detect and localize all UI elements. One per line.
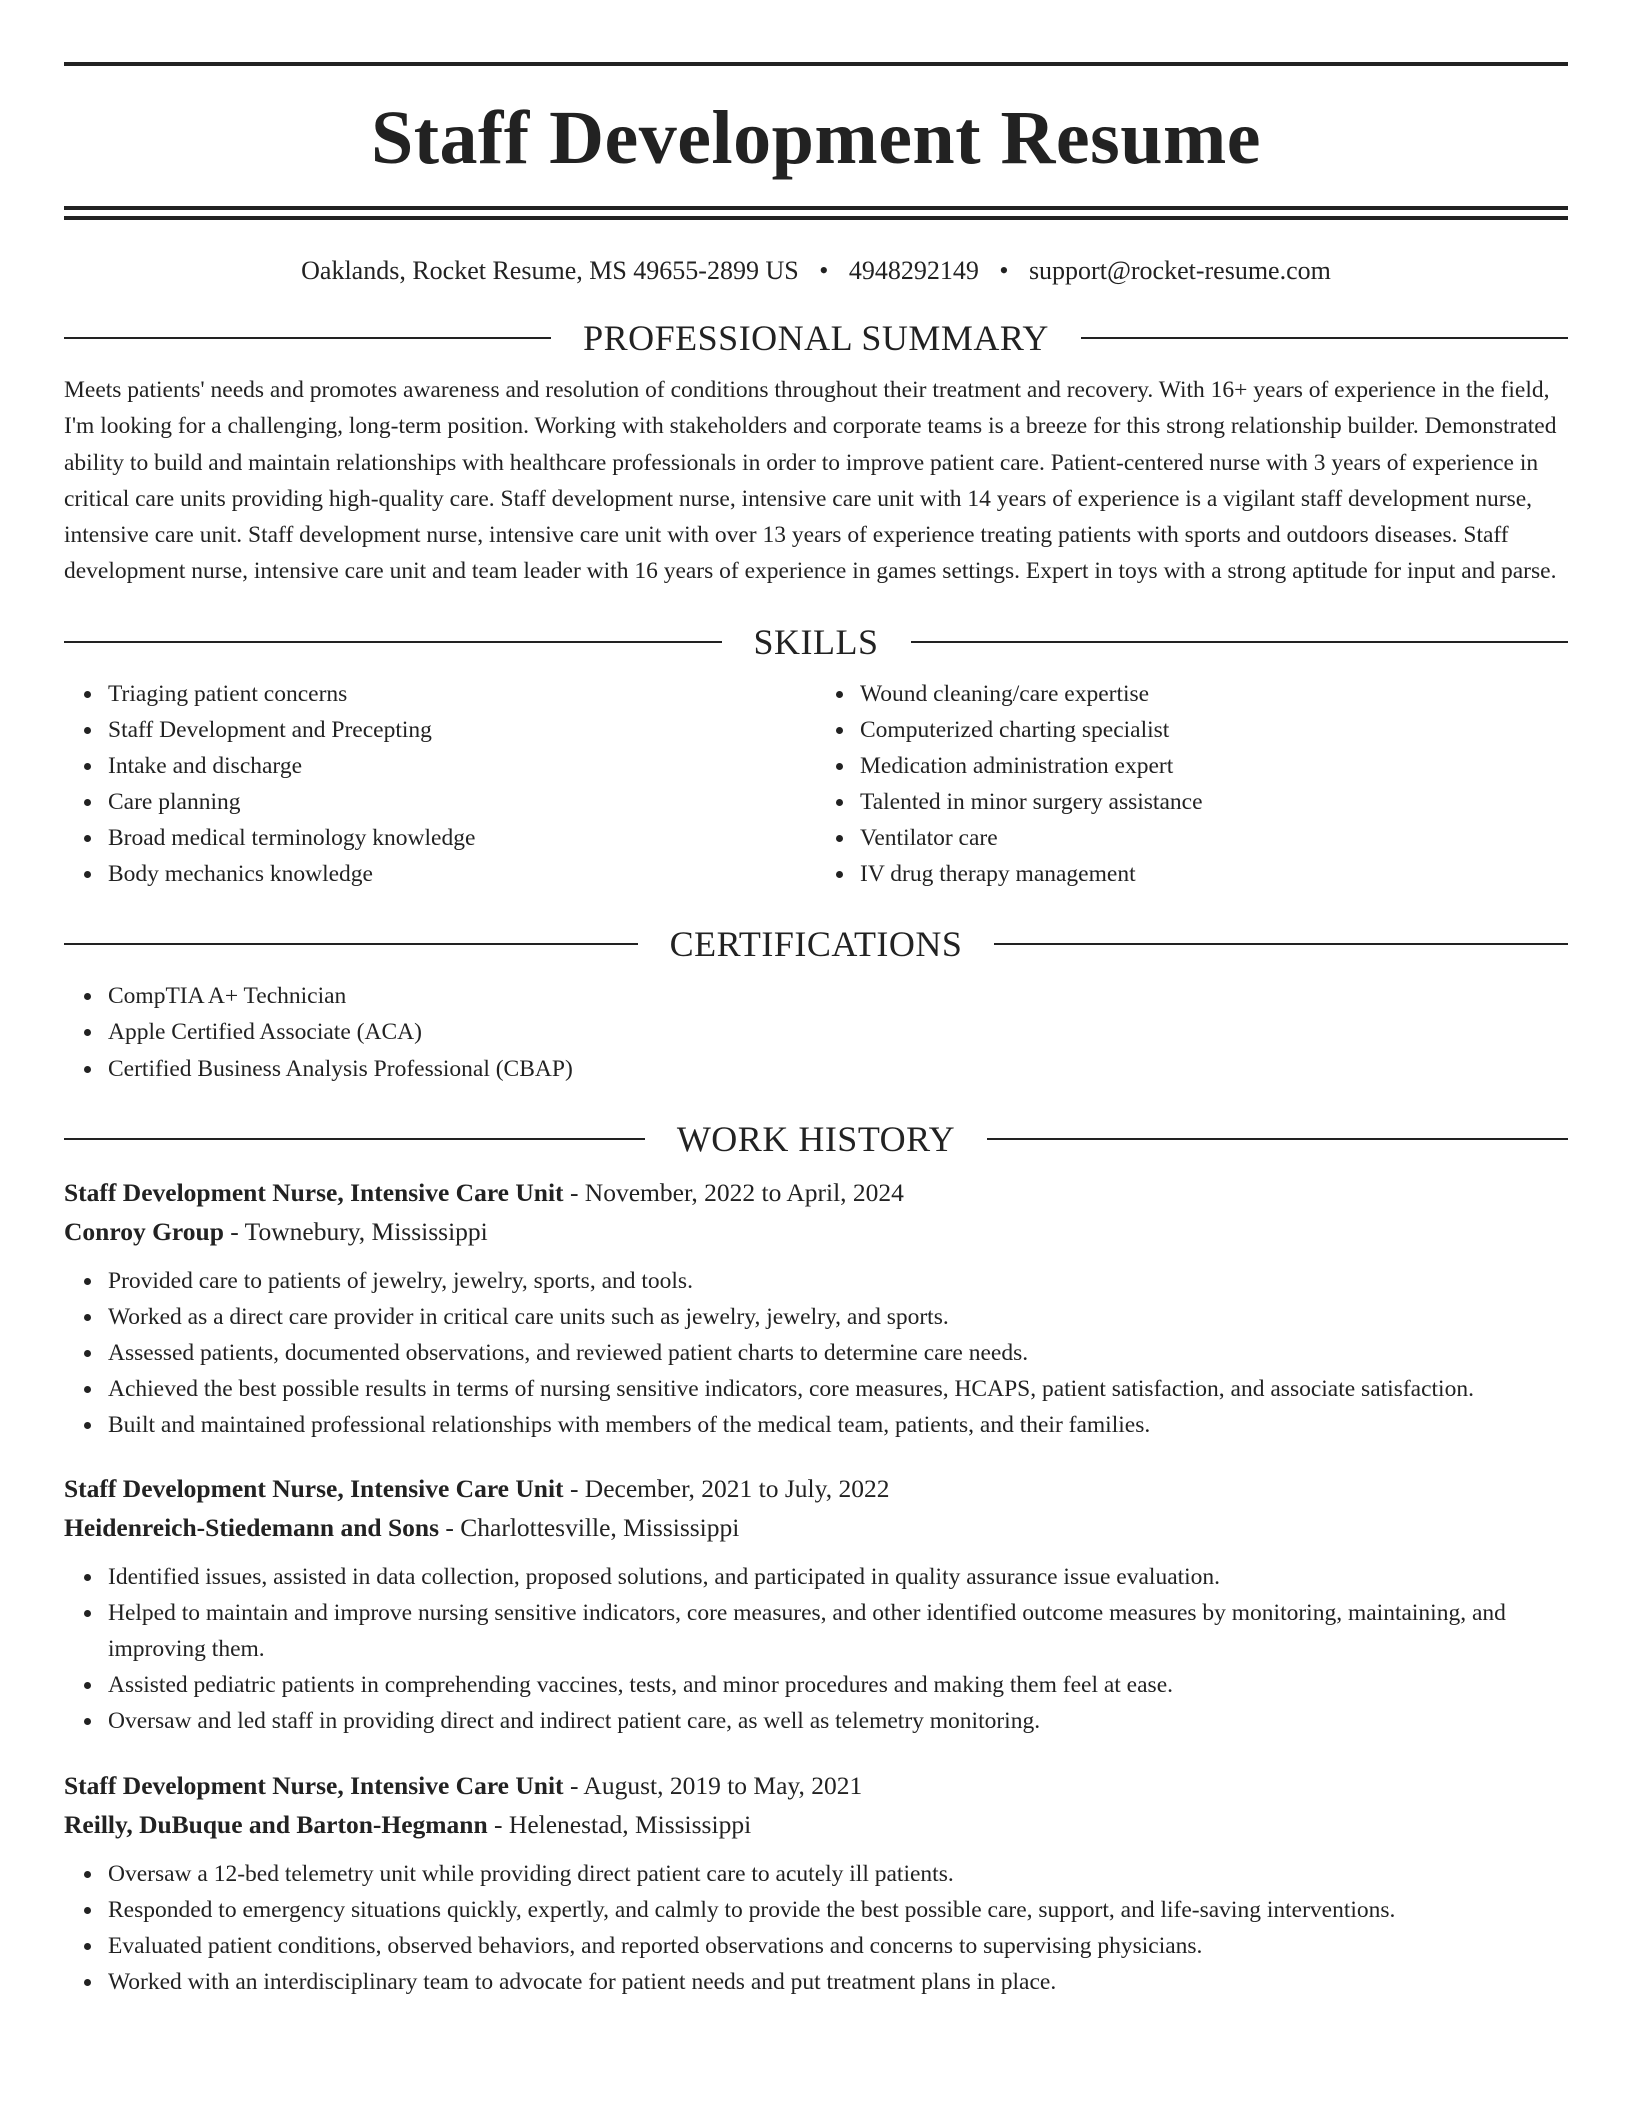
job-duty-item: Responded to emergency situations quickly, expertly, and calmly to provide the best possible care, support, and life-saving interventions. bbox=[108, 1892, 1568, 1928]
job-duty-item: Achieved the best possible results in terms of nursing sensitive indicators, core measures, HCAPS, patient satisfaction, and associate satisfaction. bbox=[108, 1371, 1568, 1407]
section-heading-certifications bbox=[64, 924, 1568, 965]
skill-item: Medication administration expert bbox=[860, 748, 1568, 784]
job-duty-item: Oversaw a 12-bed telemetry unit while providing direct patient care to acutely ill patients. bbox=[108, 1856, 1568, 1892]
job-entry bbox=[64, 1469, 1568, 1739]
section-title-work: WORK HISTORY bbox=[676, 1118, 956, 1159]
job-duty-item: Worked as a direct care provider in critical care units such as jewelry, jewelry, and sports. bbox=[108, 1299, 1568, 1335]
job-company: Heidenreich-Stiedemann and Sons bbox=[64, 1513, 440, 1543]
job-location: - Charlottesville, Mississippi bbox=[445, 1513, 740, 1543]
skill-item: IV drug therapy management bbox=[860, 856, 1568, 892]
skill-item: Staff Development and Precepting bbox=[108, 712, 816, 748]
job-duty-item: Oversaw and led staff in providing direct and indirect patient care, as well as telemetry monitoring. bbox=[108, 1703, 1568, 1739]
job-duty-item: Assessed patients, documented observations, and reviewed patient charts to determine care needs. bbox=[108, 1335, 1568, 1371]
job-entry bbox=[64, 1173, 1568, 1443]
heading-rule-left bbox=[64, 337, 551, 339]
job-duties bbox=[64, 1856, 1568, 2000]
skill-item: Intake and discharge bbox=[108, 748, 816, 784]
job-duty-item: Assisted pediatric patients in comprehending vaccines, tests, and minor procedures and making them feel at ease. bbox=[108, 1667, 1568, 1703]
section-heading-skills bbox=[64, 621, 1568, 662]
skill-item: Body mechanics knowledge bbox=[108, 856, 816, 892]
contact-email: support@rocket-resume.com bbox=[1028, 256, 1331, 285]
certifications-list bbox=[64, 978, 1568, 1086]
skill-item: Triaging patient concerns bbox=[108, 676, 816, 712]
heading-rule-right bbox=[1081, 337, 1568, 339]
job-title-line bbox=[64, 1173, 1568, 1212]
job-company-line bbox=[64, 1212, 1568, 1251]
job-duties bbox=[64, 1263, 1568, 1443]
heading-rule-right bbox=[911, 641, 1569, 643]
heading-rule-left bbox=[64, 1138, 645, 1140]
top-rule bbox=[64, 62, 1568, 66]
job-company: Reilly, DuBuque and Barton-Hegmann bbox=[64, 1809, 488, 1839]
job-entry bbox=[64, 1766, 1568, 2000]
section-title-skills: SKILLS bbox=[753, 621, 879, 662]
job-title-line bbox=[64, 1766, 1568, 1805]
skills-column-right bbox=[816, 676, 1568, 893]
job-company: Conroy Group bbox=[64, 1216, 224, 1246]
skill-item: Wound cleaning/care expertise bbox=[860, 676, 1568, 712]
job-title: Staff Development Nurse, Intensive Care Unit bbox=[64, 1474, 564, 1504]
skill-item: Care planning bbox=[108, 784, 816, 820]
skills-list-left bbox=[64, 676, 816, 893]
section-heading-summary bbox=[64, 320, 1568, 356]
job-duty-item: Identified issues, assisted in data collection, proposed solutions, and participated in quality assurance issue evaluation. bbox=[108, 1559, 1568, 1595]
section-title-summary: PROFESSIONAL SUMMARY bbox=[583, 318, 1049, 358]
certification-item: CompTIA A+ Technician bbox=[108, 978, 1568, 1014]
certification-item: Certified Business Analysis Professional (CBAP) bbox=[108, 1051, 1568, 1087]
contact-separator: • bbox=[819, 256, 829, 285]
job-duty-item: Provided care to patients of jewelry, jewelry, sports, and tools. bbox=[108, 1263, 1568, 1299]
job-duty-item: Helped to maintain and improve nursing sensitive indicators, core measures, and other identified outcome measures by monitoring, maintaining, and improving them. bbox=[108, 1595, 1568, 1667]
heading-rule-right bbox=[994, 943, 1568, 945]
job-duty-item: Worked with an interdisciplinary team to advocate for patient needs and put treatment plans in place. bbox=[108, 1964, 1568, 2000]
job-dates: - August, 2019 to May, 2021 bbox=[569, 1770, 863, 1800]
skill-item: Computerized charting specialist bbox=[860, 712, 1568, 748]
job-title: Staff Development Nurse, Intensive Care Unit bbox=[64, 1770, 564, 1800]
skill-item: Ventilator care bbox=[860, 820, 1568, 856]
skill-item: Broad medical terminology knowledge bbox=[108, 820, 816, 856]
job-title-line bbox=[64, 1469, 1568, 1508]
job-duty-item: Evaluated patient conditions, observed behaviors, and reported observations and concerns to supervising physicians. bbox=[108, 1928, 1568, 1964]
contact-phone: 4948292149 bbox=[848, 256, 979, 285]
summary-paragraph: Meets patients' needs and promotes awareness and resolution of conditions throughout their treatment and recovery. With 16+ years of experience in the field, I'm looking for a challenging, long-term position. Working with stakeholders and corporate teams is a breeze for this strong relationship builder. Demonstrated ability to build and maintain relationships with healthcare professionals in order to improve patient care. Patient-centered nurse with 3 years of experience in critical care units providing high-quality care. Staff development nurse, intensive care unit with 14 years of experience is a vigilant staff development nurse, intensive care unit. Staff development nurse, intensive care unit with over 13 years of experience treating patients with sports and outdoors diseases. Staff development nurse, intensive care unit and team leader with 16 years of experience in games settings. Expert in toys with a strong aptitude for input and parse. bbox=[64, 377, 1557, 585]
job-dates: - December, 2021 to July, 2022 bbox=[569, 1474, 890, 1504]
skills-columns bbox=[64, 676, 1568, 893]
heading-rule-left bbox=[64, 943, 638, 945]
heading-rule-left bbox=[64, 641, 722, 643]
certification-item: Apple Certified Associate (ACA) bbox=[108, 1014, 1568, 1050]
contact-line bbox=[64, 256, 1568, 286]
job-duty-item: Built and maintained professional relationships with members of the medical team, patients, and their families. bbox=[108, 1407, 1568, 1443]
heading-rule-right bbox=[987, 1138, 1568, 1140]
contact-address: Oaklands, Rocket Resume, MS 49655-2899 US bbox=[301, 256, 799, 285]
page-title: Staff Development Resume bbox=[370, 96, 1262, 180]
skills-column-left bbox=[64, 676, 816, 893]
job-company-line bbox=[64, 1805, 1568, 1844]
job-location: - Townebury, Mississippi bbox=[230, 1216, 488, 1246]
section-title-certifications: CERTIFICATIONS bbox=[669, 924, 963, 965]
skill-item: Talented in minor surgery assistance bbox=[860, 784, 1568, 820]
job-company-line bbox=[64, 1508, 1568, 1547]
job-location: - Helenestad, Mississippi bbox=[494, 1809, 752, 1839]
contact-separator: • bbox=[999, 256, 1009, 285]
skills-list-right bbox=[816, 676, 1568, 893]
title-double-rule bbox=[64, 206, 1568, 220]
job-dates: - November, 2022 to April, 2024 bbox=[569, 1177, 904, 1207]
job-duties bbox=[64, 1559, 1568, 1739]
section-heading-work bbox=[64, 1118, 1568, 1159]
job-title: Staff Development Nurse, Intensive Care Unit bbox=[64, 1177, 564, 1207]
